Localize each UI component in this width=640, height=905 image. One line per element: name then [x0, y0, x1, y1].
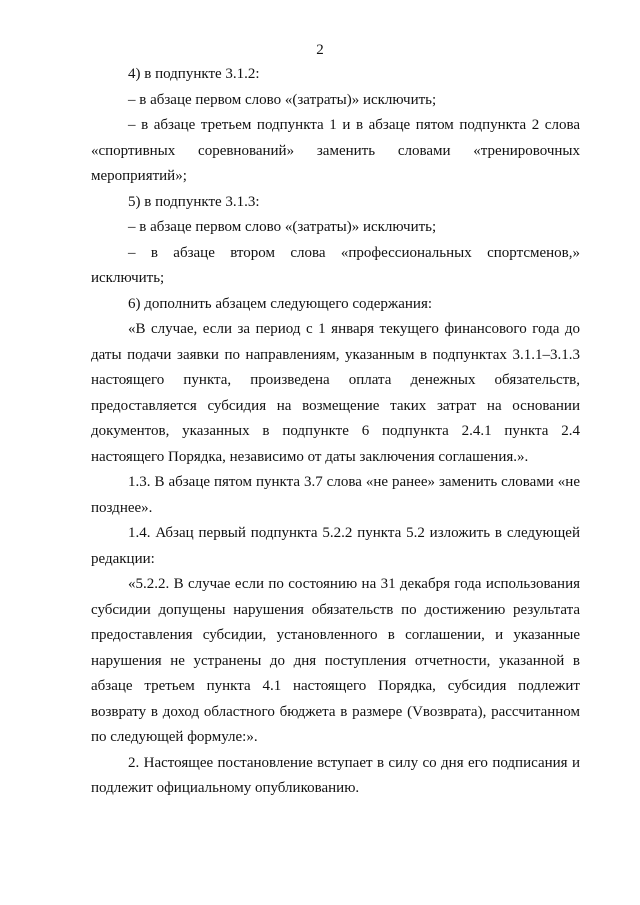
- paragraph: 4) в подпункте 3.1.2:: [128, 66, 260, 82]
- page-number: 2: [316, 42, 324, 58]
- paragraph: – в абзаце втором слова «профессиональных спортсменов,» исключить;: [91, 244, 580, 286]
- paragraph: 6) дополнить абзацем следующего содержания:: [128, 295, 433, 312]
- paragraph: «В случае, если за период с 1 января текущего финансового года до даты подачи заявки по направлениям, указанным в подпунктах 3.1.1–3.1.3 настоящего пункта, произведена оплата денежных обязательств, предоставляется субсидия на возмещение таких затрат на основании документов, указанных в подпункте 6 подпункта 2.4.1 пункта 2.4 настоящего Порядка, независимо от даты заключения соглашения.».: [91, 321, 580, 465]
- paragraph: – в абзаце третьем подпункта 1 и в абзаце пятом подпункта 2 слова «спортивных соревнований» заменить словами «тренировочных мероприятий»;: [91, 117, 580, 184]
- document-body: [91, 62, 580, 802]
- paragraph: 1.4. Абзац первый подпункта 5.2.2 пункта 5.2 изложить в следующей редакции:: [91, 525, 580, 567]
- paragraph: – в абзаце первом слово «(затраты)» исключить;: [128, 219, 437, 235]
- paragraph: 1.3. В абзаце пятом пункта 3.7 слова «не ранее» заменить словами «не позднее».: [91, 474, 580, 516]
- paragraph: 2. Настоящее постановление вступает в силу со дня его подписания и подлежит официальному опубликованию.: [91, 754, 580, 796]
- paragraph: – в абзаце первом слово «(затраты)» исключить;: [128, 91, 437, 108]
- paragraph: 5) в подпункте 3.1.3:: [128, 193, 260, 210]
- paragraph: «5.2.2. В случае если по состоянию на 31 декабря года использования субсидии допущены нарушения обязательств по достижению результата предоставления субсидии, установленного в соглашении, и указанные нарушения не устранены до дня поступления отчетности, указанной в абзаце третьем пункта 4.1 настоящего Порядка, субсидия подлежит возврату в доход областного бюджета в размере (Vвозврата), рассчитанном по следующей формуле:».: [91, 576, 580, 745]
